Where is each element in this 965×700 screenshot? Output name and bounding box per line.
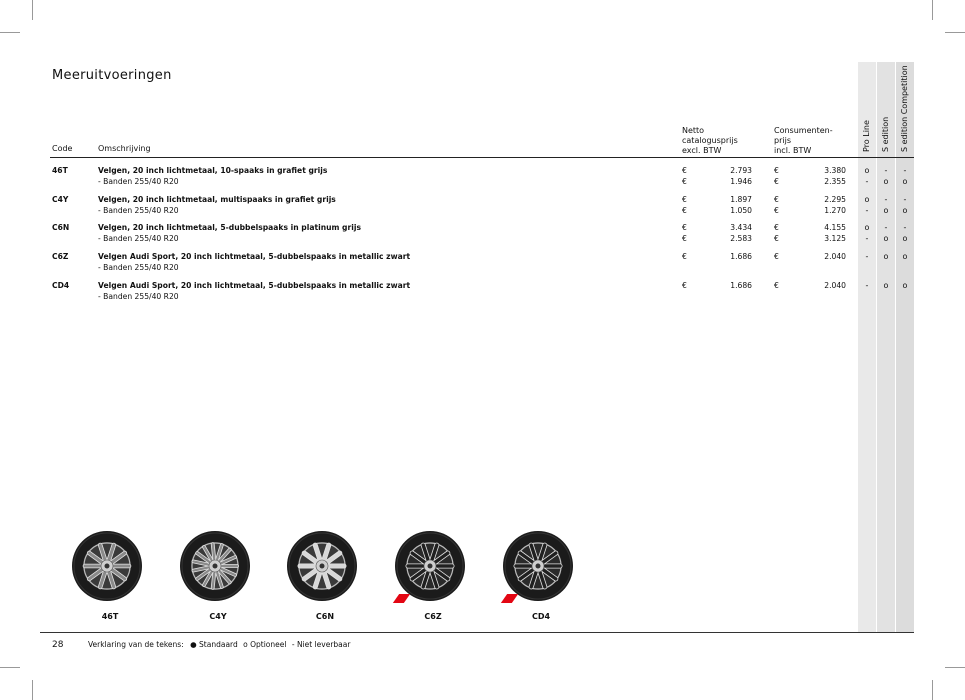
net-price-currency: € (682, 166, 687, 175)
consumer-price: 4.155 (824, 223, 846, 232)
wheel-label: C6Z (424, 612, 442, 621)
availability-mark: - (865, 281, 869, 290)
net-price-currency: € (682, 176, 687, 186)
option-description: Velgen Audi Sport, 20 inch lichtmetaal, 5-dubbelspaaks in metallic zwart (98, 281, 411, 290)
net-price: 1.897 (730, 195, 752, 204)
availability-mark: o (883, 176, 889, 186)
wheel-image (175, 526, 255, 606)
availability-mark: o (864, 223, 870, 232)
legend-not-available: - Niet leverbaar (291, 640, 351, 649)
net-price-currency: € (682, 195, 687, 204)
option-code: 46T (52, 166, 68, 175)
header-pro-line: Pro Line (862, 120, 871, 152)
availability-mark: o (902, 233, 908, 243)
wheel-label: CD4 (531, 612, 551, 621)
consumer-price-currency: € (774, 176, 779, 186)
availability-mark: - (865, 233, 869, 243)
net-price-currency: € (682, 223, 687, 232)
consumer-price: 1.270 (824, 205, 846, 215)
availability-mark: o (864, 195, 870, 204)
crop-mark (932, 0, 933, 20)
legend-prefix: Verklaring van de tekens: (88, 640, 184, 649)
header-description: Omschrijving (98, 144, 151, 153)
availability-mark: - (865, 205, 869, 215)
availability-mark: o (902, 205, 908, 215)
consumer-price-currency: € (774, 223, 779, 232)
page-title: Meeruitvoeringen (52, 68, 172, 83)
consumer-price: 2.295 (824, 195, 846, 204)
wheel-image (67, 526, 147, 606)
availability-mark: o (883, 281, 889, 290)
option-code: C4Y (52, 195, 69, 204)
option-description: - Banden 255/40 R20 (98, 176, 179, 186)
availability-mark: - (865, 176, 869, 186)
consumer-price-currency: € (774, 252, 779, 261)
consumer-price-currency: € (774, 166, 779, 175)
wheel-image (282, 526, 362, 606)
footer-rule (40, 632, 914, 633)
header-rule (50, 157, 914, 158)
net-price: 1.946 (730, 176, 752, 186)
option-code: C6Z (52, 252, 69, 261)
net-price-currency: € (682, 252, 687, 261)
net-price: 3.434 (730, 223, 752, 232)
wheel-label: C6N (315, 612, 335, 621)
header-s-edition: S edition (881, 116, 890, 152)
crop-mark (32, 0, 33, 20)
consumer-price-currency: € (774, 205, 779, 215)
net-price: 2.793 (730, 166, 752, 175)
availability-mark: - (903, 223, 907, 232)
availability-mark: - (903, 195, 907, 204)
option-description: Velgen, 20 inch lichtmetaal, 10-spaaks in grafiet grijs (98, 166, 328, 175)
consumer-price-currency: € (774, 281, 779, 290)
header-consumer-price: Consumenten- prijs incl. BTW (774, 126, 833, 155)
availability-mark: o (902, 176, 908, 186)
availability-mark: - (884, 223, 888, 232)
wheel-label: C4Y (209, 612, 227, 621)
availability-mark: - (884, 195, 888, 204)
header-net-price: Netto catalogusprijs excl. BTW (682, 126, 738, 155)
legend-optional: o Optioneel (243, 640, 287, 649)
availability-mark: o (883, 205, 889, 215)
consumer-price: 3.380 (824, 166, 846, 175)
net-price: 2.583 (730, 233, 752, 243)
consumer-price: 2.040 (824, 281, 846, 290)
net-price-currency: € (682, 281, 687, 290)
option-description: - Banden 255/40 R20 (98, 233, 179, 243)
availability-mark: o (902, 252, 908, 261)
availability-mark: o (902, 281, 908, 290)
wheel-label: 46T (101, 612, 119, 621)
crop-mark (945, 32, 965, 33)
crop-mark (0, 667, 20, 668)
net-price: 1.686 (730, 281, 752, 290)
header-s-edition-competition: S edition Competition (900, 65, 909, 152)
option-description: Velgen Audi Sport, 20 inch lichtmetaal, 5-dubbelspaaks in metallic zwart (98, 252, 411, 261)
net-price-currency: € (682, 205, 687, 215)
legend-standard: Standaard (199, 640, 238, 649)
net-price: 1.050 (730, 205, 752, 215)
availability-mark: o (883, 252, 889, 261)
option-description: - Banden 255/40 R20 (98, 262, 179, 272)
crop-mark (0, 32, 20, 33)
net-price-currency: € (682, 233, 687, 243)
availability-mark: - (865, 252, 869, 261)
option-description: Velgen, 20 inch lichtmetaal, 5-dubbelspaaks in platinum grijs (98, 223, 361, 232)
option-description: - Banden 255/40 R20 (98, 291, 179, 301)
crop-mark (945, 667, 965, 668)
crop-mark (932, 680, 933, 700)
consumer-price: 2.040 (824, 252, 846, 261)
crop-mark (32, 680, 33, 700)
legend (88, 640, 350, 649)
availability-mark: - (903, 166, 907, 175)
bullet-icon: ● (190, 640, 197, 649)
net-price: 1.686 (730, 252, 752, 261)
consumer-price: 3.125 (824, 233, 846, 243)
option-description: Velgen, 20 inch lichtmetaal, multispaaks in grafiet grijs (98, 195, 336, 204)
option-code: CD4 (52, 281, 70, 290)
page-number: 28 (52, 640, 64, 650)
option-description: - Banden 255/40 R20 (98, 205, 179, 215)
consumer-price-currency: € (774, 233, 779, 243)
option-code: C6N (52, 223, 70, 232)
consumer-price: 2.355 (824, 176, 846, 186)
consumer-price-currency: € (774, 195, 779, 204)
availability-mark: - (884, 166, 888, 175)
availability-mark: o (864, 166, 870, 175)
availability-mark: o (883, 233, 889, 243)
header-code: Code (52, 144, 73, 153)
